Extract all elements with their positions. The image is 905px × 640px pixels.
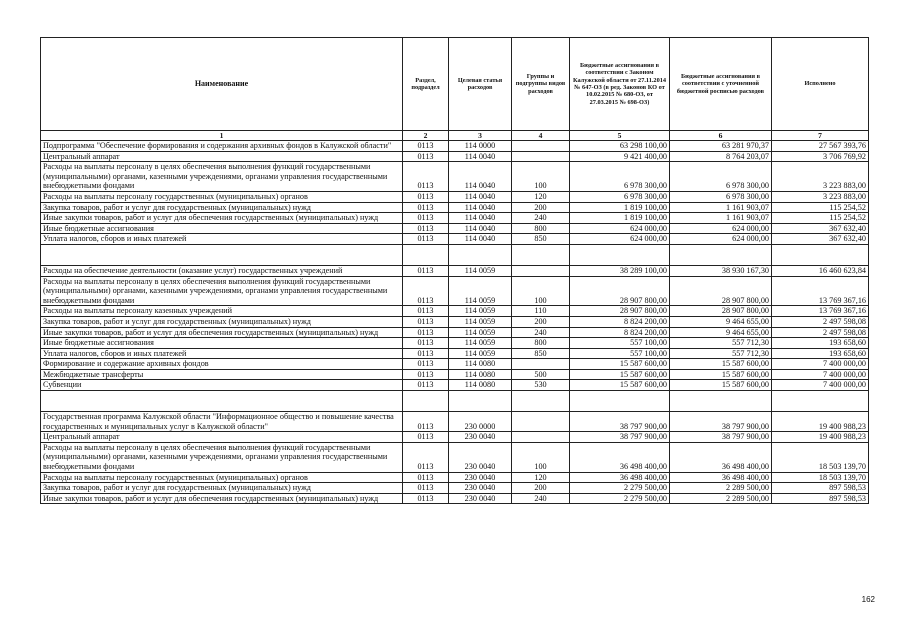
- table-row: [41, 244, 869, 265]
- row-refined-allocation: 8 764 203,07: [670, 151, 772, 162]
- row-section: 0113: [403, 493, 449, 504]
- row-article: 114 0040: [449, 234, 512, 245]
- row-name: Формирование и содержание архивных фондов: [41, 359, 403, 370]
- row-section: 0113: [403, 369, 449, 380]
- row-executed: 193 658,60: [772, 338, 869, 349]
- column-number-row: [41, 131, 869, 141]
- table-row: [41, 369, 869, 380]
- budget-table: [40, 37, 869, 504]
- row-name: Расходы на выплаты персоналу в целях обеспечения выполнения функций государственными (муниципальными) органами, казенными учреждениями, органами управления государственными внебюджетными фондами: [41, 442, 403, 472]
- table-row: [41, 316, 869, 327]
- row-name: Государственная программа Калужской области "Информационное общество и повышение качества государственных и муниципальных услуг в Калужской области": [41, 412, 403, 432]
- row-executed: 13 769 367,16: [772, 306, 869, 317]
- row-article: 114 0040: [449, 202, 512, 213]
- row-refined-allocation: 9 464 655,00: [670, 316, 772, 327]
- row-executed: [772, 391, 869, 412]
- header-executed: Исполнено: [772, 38, 869, 131]
- row-name: Уплата налогов, сборов и иных платежей: [41, 348, 403, 359]
- row-refined-allocation: 15 587 600,00: [670, 359, 772, 370]
- row-executed: 2 497 598,08: [772, 327, 869, 338]
- row-law-allocation: 624 000,00: [570, 234, 670, 245]
- row-group: 110: [512, 306, 570, 317]
- row-refined-allocation: 15 587 600,00: [670, 369, 772, 380]
- row-refined-allocation: 1 161 903,07: [670, 213, 772, 224]
- row-section: [403, 391, 449, 412]
- row-group: 100: [512, 442, 570, 472]
- row-group: [512, 244, 570, 265]
- row-law-allocation: 15 587 600,00: [570, 359, 670, 370]
- row-name: Расходы на выплаты персоналу государственных (муниципальных) органов: [41, 191, 403, 202]
- table-row: [41, 234, 869, 245]
- row-executed: 27 567 393,76: [772, 141, 869, 152]
- row-article: 230 0000: [449, 412, 512, 432]
- row-article: 114 0000: [449, 141, 512, 152]
- row-section: 0113: [403, 442, 449, 472]
- row-law-allocation: 28 907 800,00: [570, 306, 670, 317]
- column-number: 3: [449, 131, 512, 141]
- row-executed: 193 658,60: [772, 348, 869, 359]
- row-article: 230 0040: [449, 493, 512, 504]
- row-refined-allocation: 624 000,00: [670, 223, 772, 234]
- row-article: 114 0059: [449, 338, 512, 349]
- row-name: Иные закупки товаров, работ и услуг для обеспечения государственных (муниципальных) нужд: [41, 213, 403, 224]
- row-executed: 7 400 000,00: [772, 380, 869, 391]
- row-law-allocation: 1 819 100,00: [570, 213, 670, 224]
- table-row: [41, 306, 869, 317]
- row-group: [512, 265, 570, 276]
- row-section: 0113: [403, 338, 449, 349]
- row-group: [512, 141, 570, 152]
- row-name: Подпрограмма "Обеспечение формирования и содержания архивных фондов в Калужской области": [41, 141, 403, 152]
- table-row: [41, 191, 869, 202]
- row-law-allocation: 9 421 400,00: [570, 151, 670, 162]
- row-executed: 3 223 883,00: [772, 191, 869, 202]
- row-article: 114 0059: [449, 276, 512, 306]
- row-article: 114 0040: [449, 151, 512, 162]
- row-name: Центральный аппарат: [41, 432, 403, 443]
- table-row: [41, 151, 869, 162]
- row-name: Расходы на обеспечение деятельности (оказание услуг) государственных учреждений: [41, 265, 403, 276]
- row-refined-allocation: 557 712,30: [670, 338, 772, 349]
- row-name: Иные закупки товаров, работ и услуг для обеспечения государственных (муниципальных) нужд: [41, 493, 403, 504]
- row-group: 100: [512, 276, 570, 306]
- row-group: 240: [512, 493, 570, 504]
- row-group: 120: [512, 191, 570, 202]
- header-law-allocation: Бюджетные ассигнования в соответствии с Законом Калужской области от 27.11.2014 № 647-ОЗ (в ред. Законов КО от 10.02.2015 № 680-ОЗ, от 27.03.2015 № 698-ОЗ): [570, 38, 670, 131]
- row-law-allocation: 8 824 200,00: [570, 316, 670, 327]
- header-name: Наименование: [41, 38, 403, 131]
- row-refined-allocation: 6 978 300,00: [670, 191, 772, 202]
- row-executed: 13 769 367,16: [772, 276, 869, 306]
- row-article: 114 0040: [449, 191, 512, 202]
- column-number: 7: [772, 131, 869, 141]
- row-executed: 18 503 139,70: [772, 472, 869, 483]
- row-law-allocation: 557 100,00: [570, 348, 670, 359]
- row-section: 0113: [403, 234, 449, 245]
- row-executed: 3 223 883,00: [772, 162, 869, 192]
- row-refined-allocation: 6 978 300,00: [670, 162, 772, 192]
- row-law-allocation: 15 587 600,00: [570, 380, 670, 391]
- row-name: [41, 391, 403, 412]
- row-law-allocation: 36 498 400,00: [570, 472, 670, 483]
- table-row: [41, 472, 869, 483]
- table-row: [41, 391, 869, 412]
- row-group: 240: [512, 213, 570, 224]
- row-section: 0113: [403, 202, 449, 213]
- row-article: 114 0040: [449, 213, 512, 224]
- column-number: 4: [512, 131, 570, 141]
- row-executed: 7 400 000,00: [772, 359, 869, 370]
- table-row: [41, 276, 869, 306]
- row-name: Расходы на выплаты персоналу государственных (муниципальных) органов: [41, 472, 403, 483]
- row-article: 230 0040: [449, 442, 512, 472]
- row-name: Иные бюджетные ассигнования: [41, 338, 403, 349]
- column-number: 5: [570, 131, 670, 141]
- row-group: 850: [512, 348, 570, 359]
- row-executed: 16 460 623,84: [772, 265, 869, 276]
- row-executed: 367 632,40: [772, 223, 869, 234]
- row-group: [512, 432, 570, 443]
- row-group: 120: [512, 472, 570, 483]
- table-row: [41, 432, 869, 443]
- column-number: 1: [41, 131, 403, 141]
- row-group: 800: [512, 338, 570, 349]
- row-section: 0113: [403, 432, 449, 443]
- row-executed: 19 400 988,23: [772, 412, 869, 432]
- row-law-allocation: 557 100,00: [570, 338, 670, 349]
- row-refined-allocation: [670, 391, 772, 412]
- row-article: [449, 391, 512, 412]
- row-law-allocation: 38 797 900,00: [570, 412, 670, 432]
- row-executed: 3 706 769,92: [772, 151, 869, 162]
- row-refined-allocation: 38 930 167,30: [670, 265, 772, 276]
- row-name: Расходы на выплаты персоналу казенных учреждений: [41, 306, 403, 317]
- row-law-allocation: [570, 244, 670, 265]
- column-number: 2: [403, 131, 449, 141]
- table-row: [41, 483, 869, 494]
- row-article: 114 0040: [449, 162, 512, 192]
- row-law-allocation: 15 587 600,00: [570, 369, 670, 380]
- row-group: 200: [512, 202, 570, 213]
- row-article: 230 0040: [449, 432, 512, 443]
- table-row: [41, 213, 869, 224]
- row-executed: 897 598,53: [772, 483, 869, 494]
- row-refined-allocation: [670, 244, 772, 265]
- row-group: 200: [512, 316, 570, 327]
- row-section: 0113: [403, 327, 449, 338]
- row-law-allocation: 28 907 800,00: [570, 276, 670, 306]
- header-refined-allocation: Бюджетные ассигнования в соответствии с уточненной бюджетной росписью расходов: [670, 38, 772, 131]
- row-refined-allocation: 36 498 400,00: [670, 442, 772, 472]
- row-article: 114 0080: [449, 380, 512, 391]
- row-refined-allocation: 36 498 400,00: [670, 472, 772, 483]
- table-row: [41, 359, 869, 370]
- row-group: [512, 359, 570, 370]
- row-group: 530: [512, 380, 570, 391]
- column-number: 6: [670, 131, 772, 141]
- row-refined-allocation: 624 000,00: [670, 234, 772, 245]
- row-law-allocation: 2 279 500,00: [570, 483, 670, 494]
- row-law-allocation: 1 819 100,00: [570, 202, 670, 213]
- row-refined-allocation: 38 797 900,00: [670, 412, 772, 432]
- header-section: Раздел, подраздел: [403, 38, 449, 131]
- table-row: [41, 493, 869, 504]
- table-body: [41, 141, 869, 504]
- row-name: [41, 244, 403, 265]
- row-article: 114 0040: [449, 223, 512, 234]
- table-row: [41, 162, 869, 192]
- row-executed: 367 632,40: [772, 234, 869, 245]
- row-name: Уплата налогов, сборов и иных платежей: [41, 234, 403, 245]
- row-name: Межбюджетные трансферты: [41, 369, 403, 380]
- row-law-allocation: [570, 391, 670, 412]
- row-refined-allocation: 557 712,30: [670, 348, 772, 359]
- table-row: [41, 223, 869, 234]
- row-refined-allocation: 28 907 800,00: [670, 276, 772, 306]
- row-executed: [772, 244, 869, 265]
- row-section: 0113: [403, 223, 449, 234]
- row-refined-allocation: 1 161 903,07: [670, 202, 772, 213]
- row-name: Закупка товаров, работ и услуг для государственных (муниципальных) нужд: [41, 483, 403, 494]
- row-name: Расходы на выплаты персоналу в целях обеспечения выполнения функций государственными (муниципальными) органами, казенными учреждениями, органами управления государственными внебюджетными фондами: [41, 162, 403, 192]
- row-section: 0113: [403, 316, 449, 327]
- row-group: 200: [512, 483, 570, 494]
- row-section: 0113: [403, 151, 449, 162]
- page-number: 162: [861, 595, 875, 604]
- row-name: Расходы на выплаты персоналу в целях обеспечения выполнения функций государственными (муниципальными) органами, казенными учреждениями, органами управления государственными внебюджетными фондами: [41, 276, 403, 306]
- row-article: 114 0059: [449, 306, 512, 317]
- row-article: 114 0059: [449, 327, 512, 338]
- row-law-allocation: 63 298 100,00: [570, 141, 670, 152]
- row-group: [512, 391, 570, 412]
- row-section: 0113: [403, 141, 449, 152]
- row-law-allocation: 36 498 400,00: [570, 442, 670, 472]
- row-refined-allocation: 28 907 800,00: [670, 306, 772, 317]
- row-article: 114 0059: [449, 316, 512, 327]
- row-section: 0113: [403, 162, 449, 192]
- table-row: [41, 327, 869, 338]
- row-name: Субвенции: [41, 380, 403, 391]
- table-row: [41, 348, 869, 359]
- row-law-allocation: 38 797 900,00: [570, 432, 670, 443]
- row-section: 0113: [403, 483, 449, 494]
- row-section: 0113: [403, 380, 449, 391]
- table-row: [41, 141, 869, 152]
- row-name: Иные закупки товаров, работ и услуг для обеспечения государственных (муниципальных) нужд: [41, 327, 403, 338]
- table-row: [41, 380, 869, 391]
- row-group: 800: [512, 223, 570, 234]
- row-executed: 115 254,52: [772, 202, 869, 213]
- budget-sheet: [40, 37, 868, 504]
- row-section: 0113: [403, 213, 449, 224]
- row-refined-allocation: 63 281 970,37: [670, 141, 772, 152]
- row-name: Иные бюджетные ассигнования: [41, 223, 403, 234]
- row-section: 0113: [403, 412, 449, 432]
- row-executed: 115 254,52: [772, 213, 869, 224]
- table-row: [41, 202, 869, 213]
- table-row: [41, 265, 869, 276]
- row-article: 114 0080: [449, 369, 512, 380]
- row-section: 0113: [403, 359, 449, 370]
- row-refined-allocation: 38 797 900,00: [670, 432, 772, 443]
- row-group: 850: [512, 234, 570, 245]
- row-section: 0113: [403, 472, 449, 483]
- table-row: [41, 442, 869, 472]
- row-name: Центральный аппарат: [41, 151, 403, 162]
- row-refined-allocation: 2 289 500,00: [670, 493, 772, 504]
- row-executed: 897 598,53: [772, 493, 869, 504]
- row-section: 0113: [403, 265, 449, 276]
- row-refined-allocation: 2 289 500,00: [670, 483, 772, 494]
- row-article: [449, 244, 512, 265]
- row-executed: 7 400 000,00: [772, 369, 869, 380]
- table-row: [41, 412, 869, 432]
- row-section: 0113: [403, 191, 449, 202]
- row-article: 114 0080: [449, 359, 512, 370]
- row-article: 114 0059: [449, 265, 512, 276]
- row-refined-allocation: 15 587 600,00: [670, 380, 772, 391]
- row-name: Закупка товаров, работ и услуг для государственных (муниципальных) нужд: [41, 316, 403, 327]
- row-group: 100: [512, 162, 570, 192]
- row-executed: 2 497 598,08: [772, 316, 869, 327]
- row-article: 230 0040: [449, 472, 512, 483]
- row-name: Закупка товаров, работ и услуг для государственных (муниципальных) нужд: [41, 202, 403, 213]
- row-section: 0113: [403, 306, 449, 317]
- row-law-allocation: 8 824 200,00: [570, 327, 670, 338]
- row-executed: 18 503 139,70: [772, 442, 869, 472]
- row-refined-allocation: 9 464 655,00: [670, 327, 772, 338]
- row-law-allocation: 6 978 300,00: [570, 191, 670, 202]
- row-law-allocation: 2 279 500,00: [570, 493, 670, 504]
- row-article: 114 0059: [449, 348, 512, 359]
- row-law-allocation: 6 978 300,00: [570, 162, 670, 192]
- row-section: [403, 244, 449, 265]
- header-article: Целевая статья расходов: [449, 38, 512, 131]
- row-law-allocation: 624 000,00: [570, 223, 670, 234]
- row-group: 240: [512, 327, 570, 338]
- row-group: [512, 151, 570, 162]
- row-law-allocation: 38 289 100,00: [570, 265, 670, 276]
- header-row: [41, 38, 869, 131]
- row-article: 230 0040: [449, 483, 512, 494]
- row-executed: 19 400 988,23: [772, 432, 869, 443]
- table-row: [41, 338, 869, 349]
- row-group: 500: [512, 369, 570, 380]
- row-section: 0113: [403, 348, 449, 359]
- header-group: Группы и подгруппы видов расходов: [512, 38, 570, 131]
- row-section: 0113: [403, 276, 449, 306]
- row-group: [512, 412, 570, 432]
